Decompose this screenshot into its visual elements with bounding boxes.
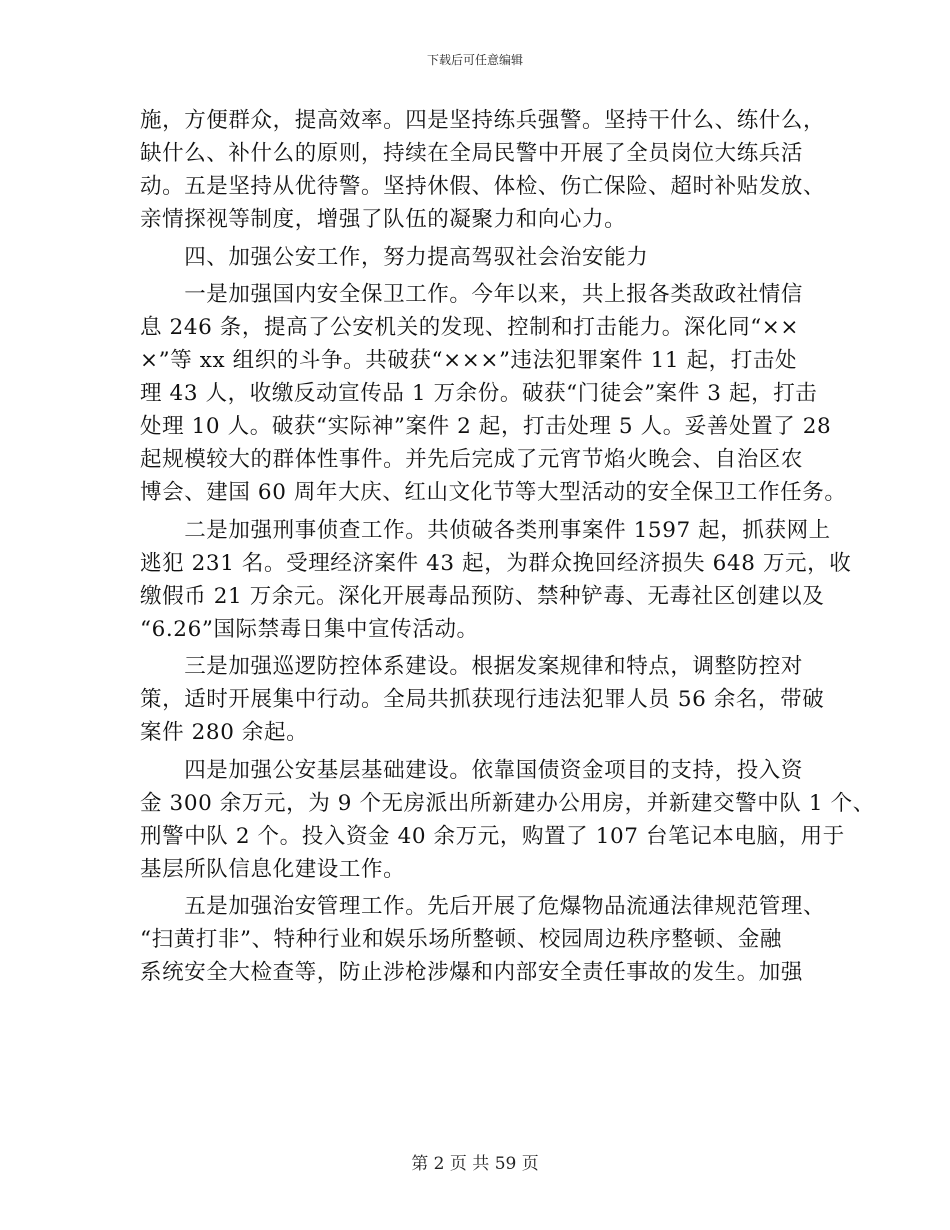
document-body	[140, 104, 875, 989]
text-line: 二是加强刑事侦查工作。共侦破各类刑事案件 1597 起，抓获网上	[140, 517, 831, 543]
paragraph	[140, 104, 830, 236]
text-line: 起规模较大的群体性事件。并先后完成了元宵节焰火晚会、自治区农	[140, 447, 804, 472]
text-line: 三是加强巡逻防控体系建设。根据发案规律和特点，调整防控对	[140, 654, 804, 679]
text-line: 一是加强国内安全保卫工作。今年以来，共上报各类敌政社情信	[140, 282, 804, 307]
text-line: 案件 280 余起。	[140, 720, 309, 745]
text-line: 系统安全大检查等，防止涉枪涉爆和内部安全责任事故的发生。加强	[140, 960, 804, 985]
text-line: 亲情探视等制度，增强了队伍的凝聚力和向心力。	[140, 207, 627, 232]
text-line: 刑警中队 2 个。投入资金 40 余万元，购置了 107 台笔记本电脑，用于	[140, 823, 845, 849]
paragraph	[140, 650, 830, 749]
text-line: 息 246 条，提高了公安机关的发现、控制和打击能力。深化同“××	[140, 315, 800, 340]
text-line: 缴假币 21 万余元。深化开展毒品预防、禁种铲毒、无毒社区创建以及	[140, 583, 825, 609]
text-line: 缺什么、补什么的原则，持续在全局民警中开展了全员岗位大练兵活	[140, 141, 804, 166]
text-line: “扫黄打非”、特种行业和娱乐场所整顿、校园周边秩序整顿、金融	[140, 927, 782, 952]
text-line: 理 43 人，收缴反动宣传品 1 万余份。破获“门徒会”案件 3 起，打击	[140, 381, 818, 406]
text-line: 处理 10 人。破获“实际神”案件 2 起，打击处理 5 人。妥善处置了 28	[140, 414, 832, 439]
text-line: 五是加强治安管理工作。先后开展了危爆物品流通法律规范管理、	[140, 894, 826, 919]
text-line: 基层所队信息化建设工作。	[140, 856, 406, 882]
text-line: 逃犯 231 名。受理经济案件 43 起，为群众挽回经济损失 648 万元，收	[140, 550, 852, 576]
text-line: 施，方便群众，提高效率。四是坚持练兵强警。坚持干什么、练什么，	[140, 108, 826, 133]
text-line: ×”等 xx 组织的斗争。共破获“×××”违法犯罪案件 11 起，打击处	[140, 348, 798, 373]
text-line: 四是加强公安基层基础建设。依靠国债资金项目的支持，投入资	[140, 757, 804, 783]
text-line: 动。五是坚持从优待警。坚持休假、体检、伤亡保险、超时补贴发放、	[140, 174, 826, 199]
text-line: 策，适时开展集中行动。全局共抓获现行违法犯罪人员 56 余名，带破	[140, 687, 825, 712]
paragraph	[140, 514, 852, 646]
page-header: 下载后可任意编辑	[426, 53, 523, 67]
page-number: 第 2 页 共 59 页	[411, 1154, 539, 1174]
text-line: 博会、建国 60 周年大庆、红山文化节等大型活动的安全保卫工作任务。	[140, 480, 847, 505]
text-line: 金 300 余万元，为 9 个无房派出所新建办公用房，并新建交警中队 1 个、	[140, 790, 875, 816]
text-line: 四、加强公安工作，努力提高驾驭社会治安能力	[140, 244, 649, 270]
text-line: “6.26”国际禁毒日集中宣传活动。	[140, 616, 479, 642]
paragraph	[140, 241, 830, 274]
paragraph	[140, 754, 875, 886]
paragraph	[140, 890, 830, 989]
paragraph	[140, 278, 847, 509]
